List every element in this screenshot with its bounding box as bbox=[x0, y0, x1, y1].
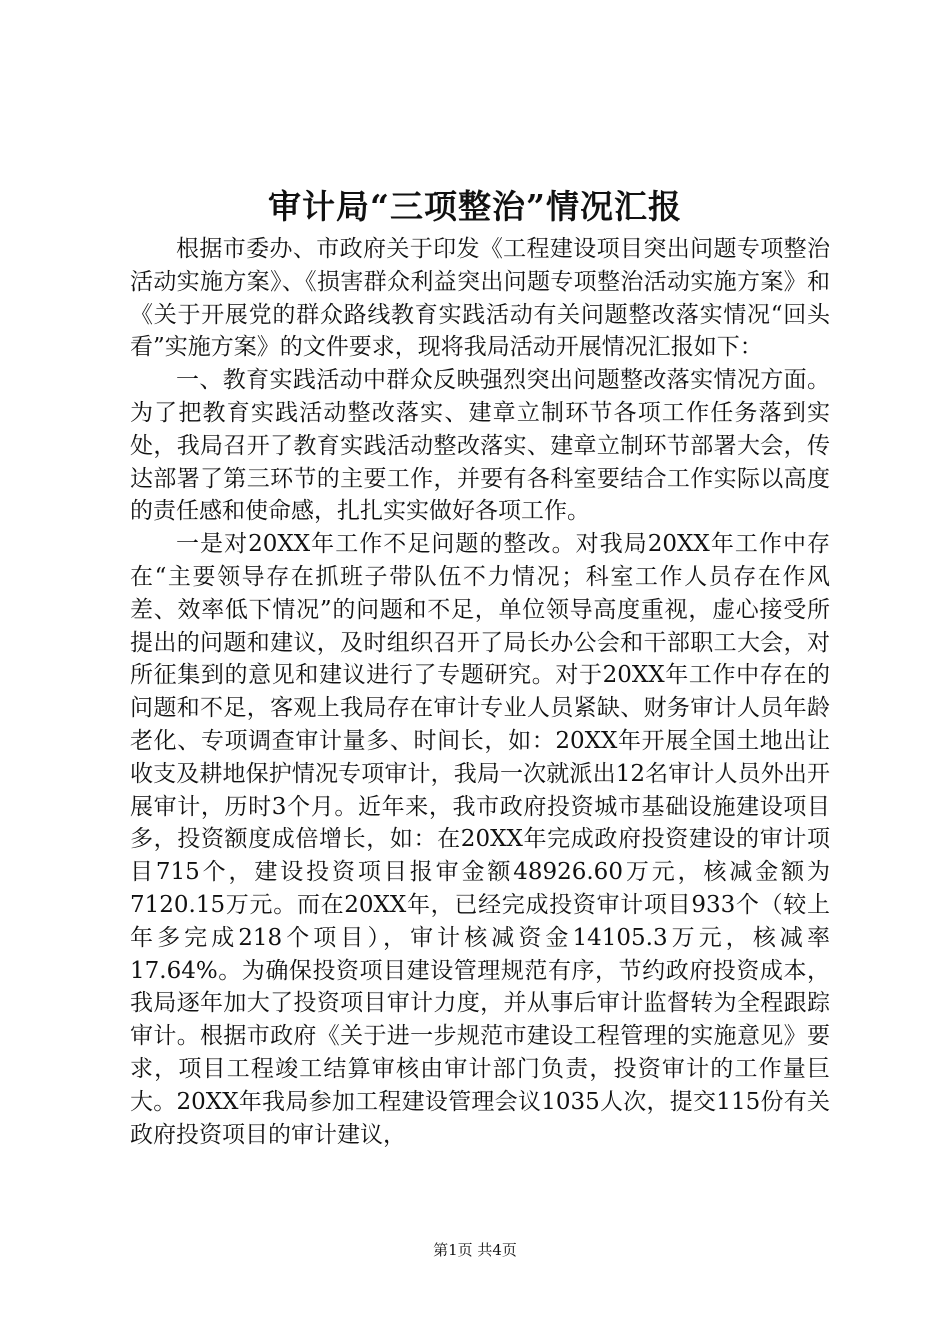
paragraph-section-one: 一、教育实践活动中群众反映强烈突出问题整改落实情况方面。为了把教育实践活动整改落实、建章立制环节各项工作任务落到实处，我局召开了教育实践活动整改落实、建章立制环节部署大会，传达部署了第三环节的主要工作，并要有各科室要结合工作实际以高度的责任感和使命感，扎扎实实做好各项工作。 bbox=[130, 367, 830, 525]
page-footer: 第1页 共4页 bbox=[433, 1241, 517, 1259]
paragraph-intro: 根据市委办、市政府关于印发《工程建设项目突出问题专项整治活动实施方案》、《损害群众利益突出问题专项整治活动实施方案》和《关于开展党的群众路线教育实践活动有关问题整改落实情况“回头看”实施方案》的文件要求，现将我局活动开展情况汇报如下： bbox=[130, 236, 830, 361]
document-body bbox=[130, 233, 830, 1151]
document-title: 审计局“三项整治”情况汇报 bbox=[268, 187, 682, 226]
paragraph-rectification: 一是对20XX年工作不足问题的整改。对我局20XX年工作中存在“主要领导存在抓班子带队伍不力情况；科室工作人员存在作风差、效率低下情况”的问题和不足，单位领导高度重视，虚心接受所提出的问题和建议，及时组织召开了局长办公会和干部职工大会，对所征集到的意见和建议进行了专题研究。对于20XX年工作中存在的问题和不足，客观上我局存在审计专业人员紧缺、财务审计人员年龄老化、专项调查审计量多、时间长，如：20XX年开展全国土地出让收支及耕地保护情况专项审计，我局一次就派出12名审计人员外出开展审计，历时3个月。近年来，我市政府投资城市基础设施建设项目多，投资额度成倍增长，如：在20XX年完成政府投资建设的审计项目715个，建设投资项目报审金额48926.60万元，核减金额为7120.15万元。而在20XX年，已经完成投资审计项目933个（较上年多完成218个项目），审计核减资金14105.3万元，核减率17.64%。为确保投资项目建设管理规范有序，节约政府投资成本，我局逐年加大了投资项目审计力度，并从事后审计监督转为全程跟踪审计。根据市政府《关于进一步规范市建设工程管理的实施意见》要求，项目工程竣工结算审核由审计部门负责，投资审计的工作量巨大。20XX年我局参加工程建设管理会议1035人次，提交115份有关政府投资项目的审计建议， bbox=[130, 531, 830, 1148]
